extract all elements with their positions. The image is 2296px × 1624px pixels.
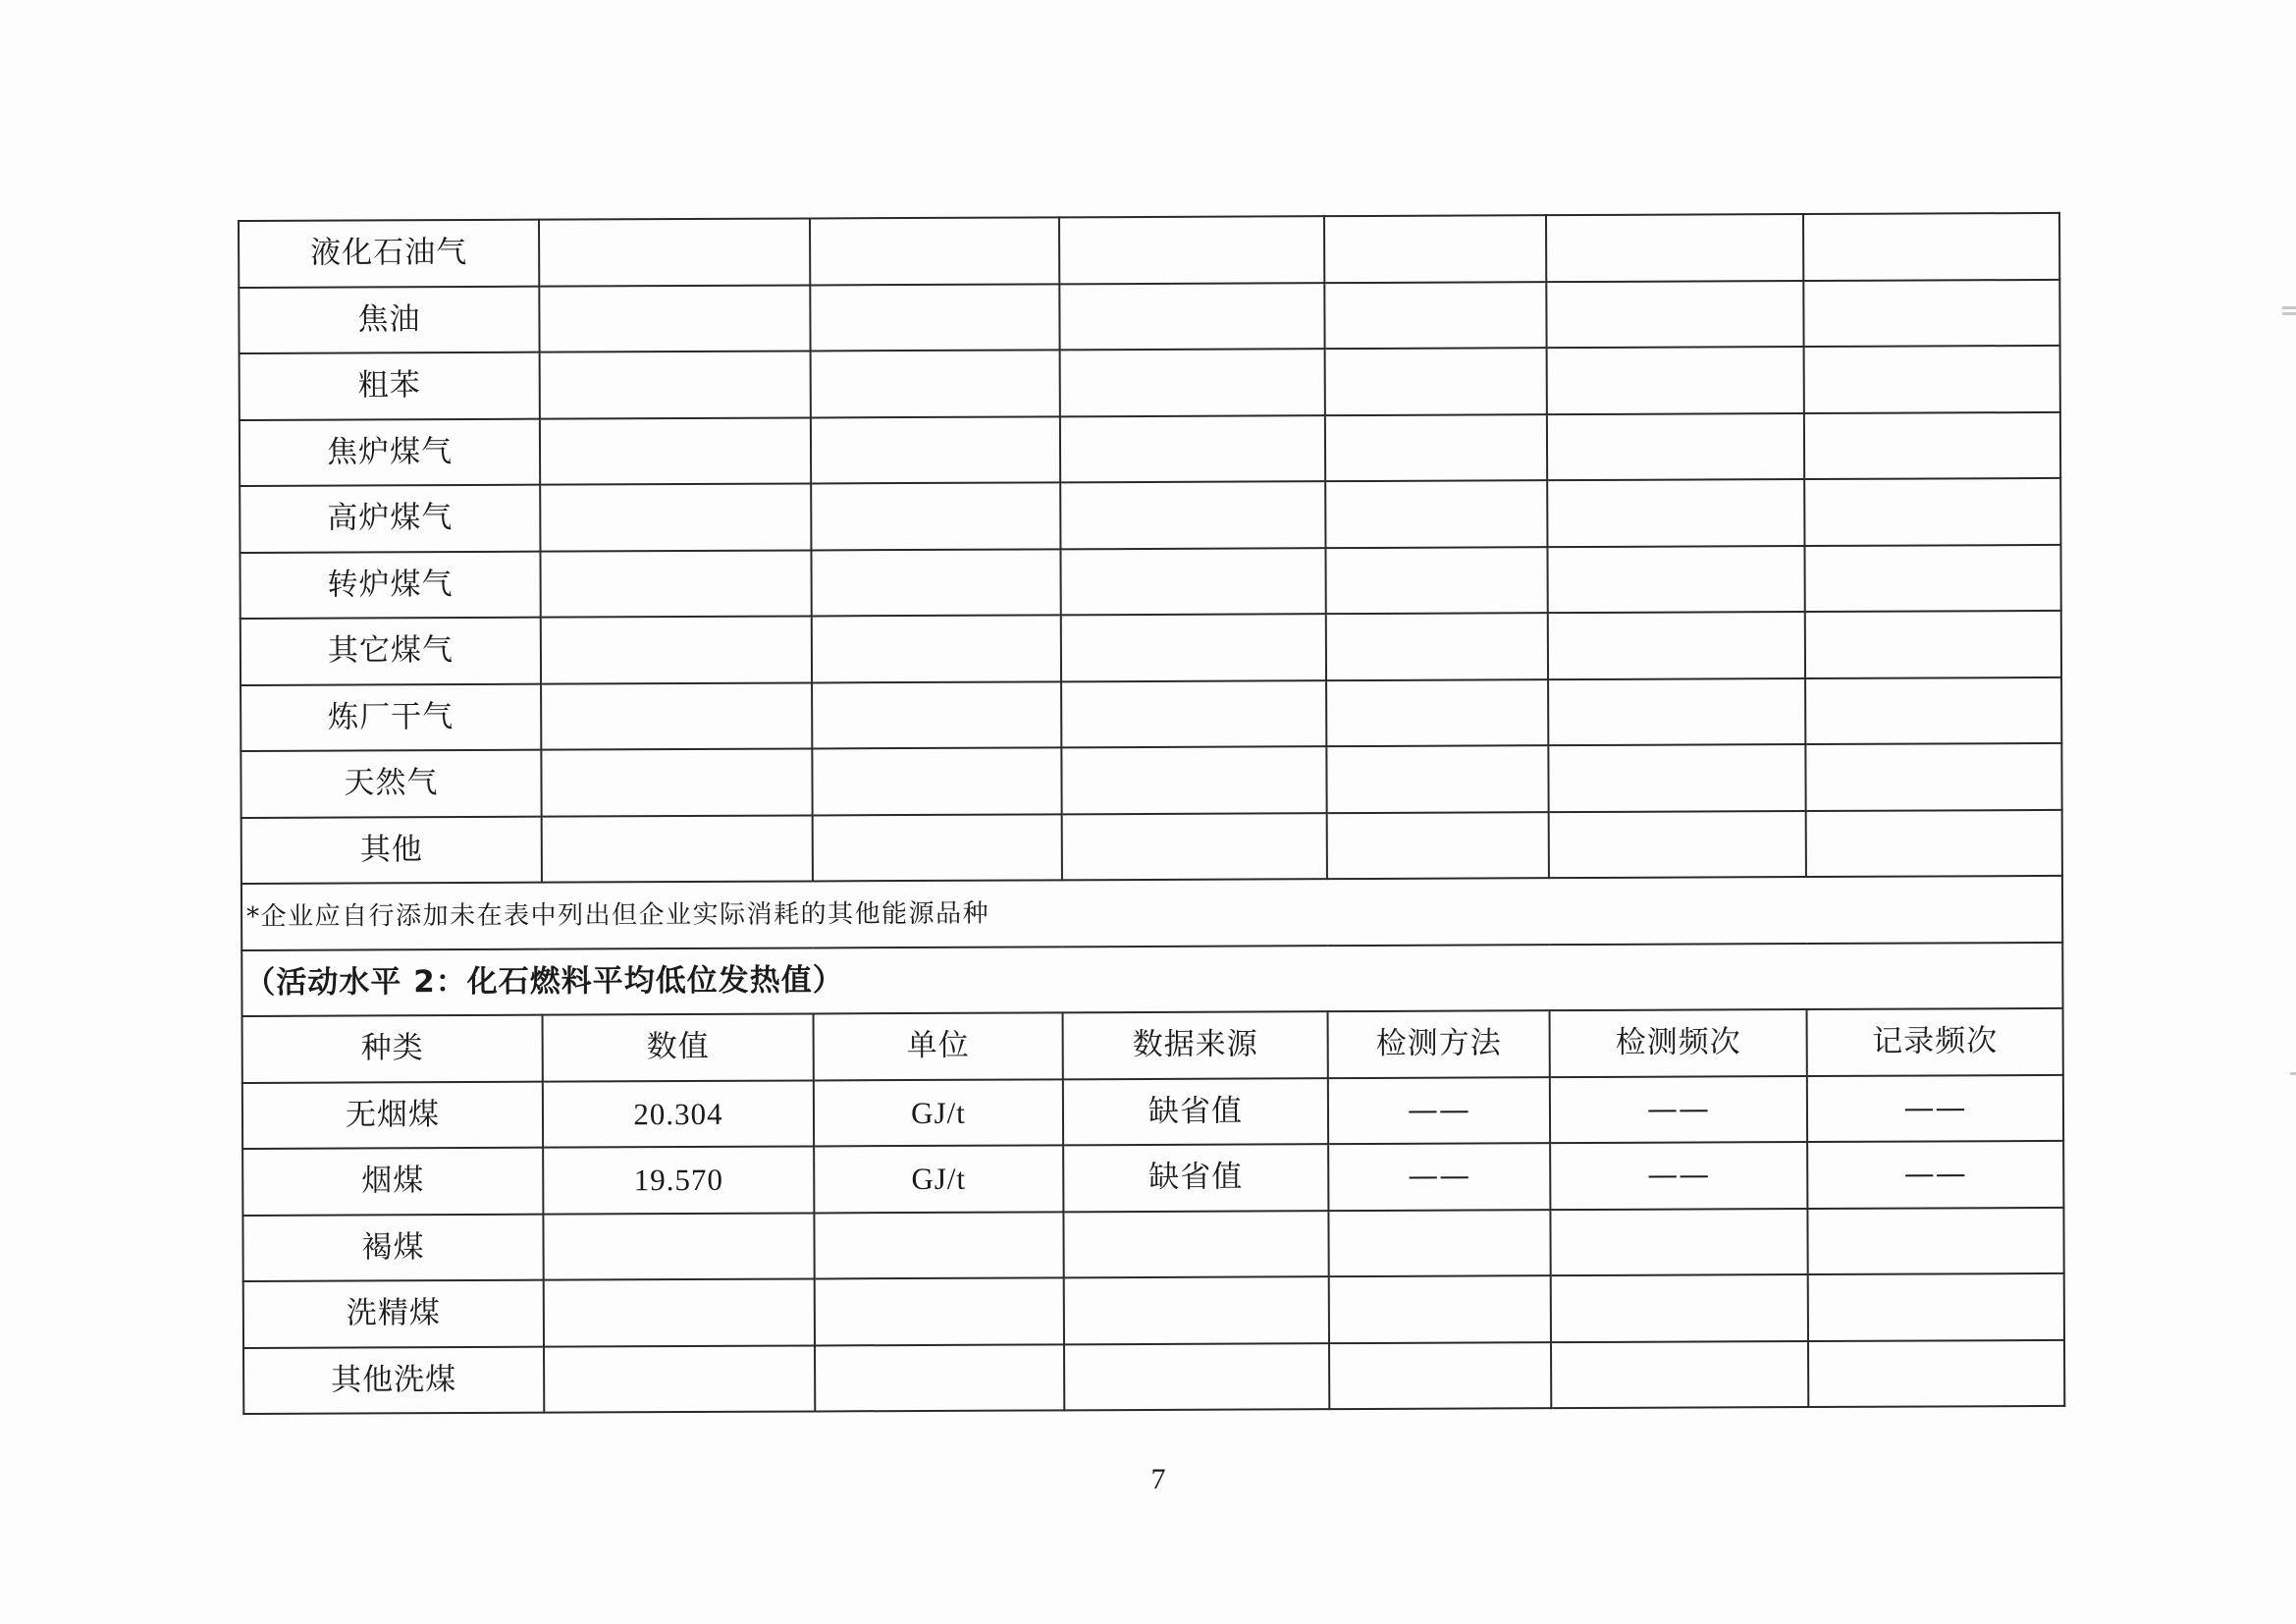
fuel-name-cell: 其它煤气: [240, 618, 541, 685]
table-cell: [811, 549, 1060, 617]
table-cell: [1061, 680, 1326, 748]
table-cell: [1325, 414, 1547, 481]
table-cell: [1059, 216, 1324, 284]
table-row: [240, 478, 2060, 553]
source-cell: 缺省值: [1063, 1078, 1328, 1146]
value-cell: [544, 1278, 815, 1346]
method-cell: [1329, 1342, 1551, 1409]
table-cell: [539, 285, 810, 352]
test-frequency-cell: ——: [1550, 1142, 1807, 1210]
table-cell: [1062, 813, 1327, 881]
column-header: 数据来源: [1063, 1011, 1328, 1079]
table-row: [240, 677, 2061, 751]
table-note: *企业应自行添加未在表中列出但企业实际消耗的其他能源品种: [241, 876, 2062, 950]
table-row: [240, 411, 2060, 486]
table-cell: [1060, 349, 1325, 416]
table-cell: [811, 416, 1060, 484]
section-title-row: [241, 942, 2062, 1016]
value-cell: 19.570: [543, 1146, 814, 1214]
table-row: [241, 809, 2062, 884]
table-cell: [810, 217, 1059, 285]
unit-cell: [815, 1277, 1064, 1345]
table-cell: [1325, 480, 1547, 547]
column-header: 检测方法: [1328, 1010, 1550, 1077]
fuel-name-cell: 炼厂干气: [240, 683, 541, 751]
table-cell: [1547, 479, 1804, 547]
table-cell: [810, 284, 1059, 352]
unit-cell: [815, 1344, 1064, 1412]
table-cell: [811, 482, 1060, 550]
column-header: 记录频次: [1807, 1008, 2063, 1076]
fuel-name-cell: 洗精煤: [243, 1280, 544, 1348]
test-frequency-cell: [1550, 1209, 1807, 1276]
record-frequency-cell: [1807, 1207, 2063, 1274]
table-cell: [1326, 613, 1548, 679]
method-cell: [1328, 1210, 1550, 1276]
table-cell: [1804, 411, 2060, 479]
record-frequency-cell: ——: [1807, 1074, 2063, 1142]
table-cell: [1804, 544, 2060, 612]
table-cell: [539, 218, 810, 286]
table-cell: [1059, 283, 1324, 351]
fuel-name-cell: 天然气: [240, 750, 541, 818]
table-cell: [1806, 809, 2062, 877]
table-cell: [1804, 478, 2060, 546]
table-cell: [1805, 743, 2061, 811]
page-number: 7: [1150, 1463, 1166, 1495]
table-cell: [540, 483, 811, 551]
table-cell: [1803, 279, 2059, 347]
column-header: 种类: [242, 1015, 543, 1083]
fuel-name-cell: 液化石油气: [239, 220, 539, 288]
table-cell: [813, 814, 1062, 882]
fuel-name-cell: 其他: [241, 816, 542, 884]
table-cell: [1546, 214, 1803, 282]
fuel-name-cell: 焦炉煤气: [240, 418, 540, 486]
section-title: （活动水平 2：化石燃料平均低位发热值）: [241, 942, 2062, 1016]
table-cell: [1547, 546, 1804, 614]
note-row: [241, 876, 2062, 950]
unit-cell: GJ/t: [814, 1145, 1063, 1213]
table-cell: [1327, 812, 1549, 879]
unit-cell: [814, 1212, 1063, 1279]
table-cell: [541, 682, 812, 750]
fuel-name-cell: 褐煤: [242, 1214, 543, 1281]
table-cell: [541, 616, 812, 683]
source-cell: [1064, 1343, 1329, 1411]
table-cell: [540, 550, 811, 618]
table-cell: [1547, 413, 1804, 481]
value-cell: 20.304: [543, 1080, 814, 1148]
table-row: [242, 1141, 2063, 1216]
table-cell: [812, 615, 1061, 682]
table-row: [240, 743, 2061, 818]
table-cell: [1326, 745, 1548, 812]
fuel-name-cell: 其他洗煤: [243, 1346, 544, 1414]
scan-edge-mark: [2282, 312, 2296, 315]
table-cell: [1805, 677, 2061, 744]
value-cell: [543, 1213, 814, 1280]
method-cell: [1329, 1275, 1551, 1342]
table-row: [243, 1273, 2064, 1348]
test-frequency-cell: ——: [1550, 1076, 1807, 1144]
fuel-name-cell: 无烟煤: [242, 1081, 543, 1149]
table-cell: [811, 350, 1060, 417]
fuel-name-cell: 转炉煤气: [240, 551, 540, 619]
source-cell: 缺省值: [1063, 1144, 1328, 1212]
fuel-name-cell: 高炉煤气: [240, 485, 540, 553]
test-frequency-cell: [1551, 1341, 1808, 1409]
fuel-name-cell: 焦油: [239, 286, 539, 353]
source-cell: [1064, 1276, 1329, 1344]
table-cell: [1060, 481, 1325, 549]
record-frequency-cell: [1808, 1339, 2064, 1407]
table-row: [240, 544, 2060, 619]
table-cell: [1325, 348, 1547, 414]
table-cell: [541, 748, 812, 816]
table-cell: [1546, 281, 1803, 349]
table-cell: [1061, 746, 1326, 814]
table-cell: [542, 815, 813, 883]
table-cell: [1324, 282, 1546, 349]
header-row: [242, 1008, 2063, 1083]
column-header: 数值: [543, 1013, 814, 1081]
table-cell: [1549, 811, 1806, 879]
table-cell: [1324, 215, 1546, 282]
unit-cell: GJ/t: [814, 1079, 1063, 1147]
fuel-table: [238, 212, 2065, 1415]
table-row: [242, 1074, 2063, 1149]
scan-edge-mark: [2282, 306, 2296, 309]
column-header: 单位: [814, 1012, 1063, 1080]
fuel-name-cell: 烟煤: [242, 1148, 543, 1216]
table-cell: [540, 417, 811, 485]
table-cell: [1805, 611, 2061, 678]
scan-edge-mark: [2290, 1072, 2296, 1075]
table-cell: [812, 681, 1061, 749]
table-row: [243, 1339, 2064, 1414]
table-cell: [1804, 346, 2060, 413]
table-cell: [1803, 213, 2059, 281]
record-frequency-cell: ——: [1807, 1141, 2063, 1209]
method-cell: ——: [1328, 1143, 1550, 1210]
table-cell: [1060, 415, 1325, 483]
table-cell: [812, 747, 1061, 815]
table-cell: [1548, 612, 1805, 679]
value-cell: [544, 1345, 815, 1413]
table-row: [240, 611, 2061, 685]
record-frequency-cell: [1808, 1273, 2064, 1341]
table-row: [240, 346, 2060, 420]
table-cell: [1548, 744, 1805, 812]
table-cell: [1548, 678, 1805, 746]
table-row: [239, 279, 2059, 353]
table-cell: [1325, 547, 1547, 614]
table-cell: [1326, 679, 1548, 746]
test-frequency-cell: [1551, 1274, 1808, 1342]
table-cell: [1061, 614, 1326, 681]
column-header: 检测频次: [1550, 1009, 1807, 1077]
fuel-name-cell: 粗苯: [240, 352, 540, 420]
table-row: [239, 213, 2059, 288]
source-cell: [1063, 1211, 1328, 1278]
method-cell: ——: [1328, 1077, 1550, 1144]
table-cell: [540, 351, 811, 418]
table-cell: [1060, 548, 1325, 616]
table-cell: [1547, 347, 1804, 414]
table-row: [242, 1207, 2063, 1281]
